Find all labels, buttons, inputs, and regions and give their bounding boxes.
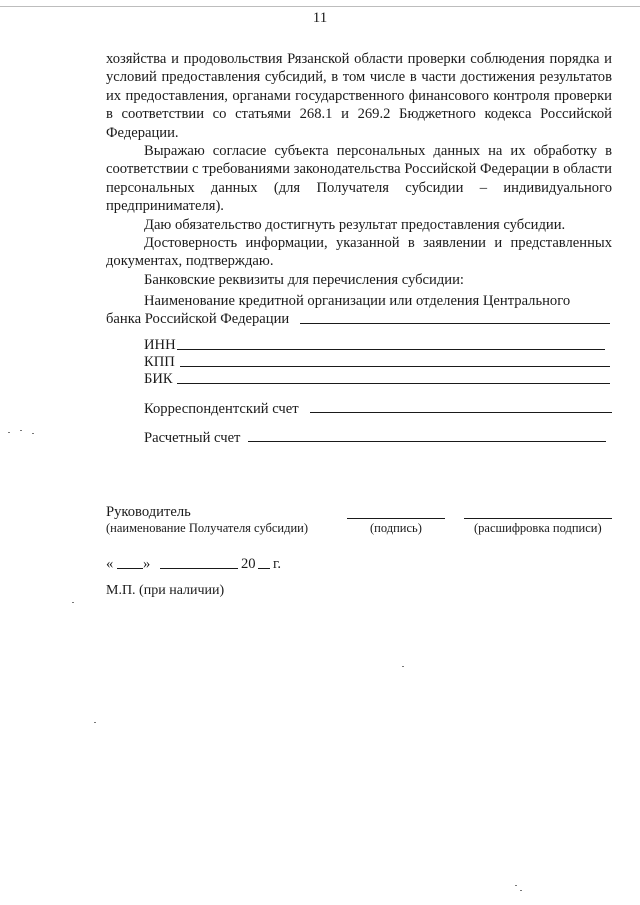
scan-speck	[8, 432, 10, 433]
top-border	[0, 6, 640, 7]
bik-label: БИК	[144, 371, 173, 387]
paragraph-bank-details: Банковские реквизиты для перечисления субсидии:	[144, 271, 464, 288]
date-year-suffix: г.	[273, 556, 281, 572]
inn-field	[177, 349, 605, 350]
inn-label: ИНН	[144, 337, 176, 353]
date-year-field	[258, 568, 270, 569]
sign-caption: (подпись)	[370, 521, 422, 535]
signature-field	[347, 518, 445, 519]
recipient-caption: (наименование Получателя субсидии)	[106, 521, 309, 535]
decode-caption: (расшифровка подписи)	[474, 521, 602, 535]
date-close-quote: »	[143, 556, 151, 572]
bik-field	[177, 383, 610, 384]
settlement-account-label: Расчетный счет	[144, 430, 241, 446]
paragraph-accuracy: Достоверность информации, указанной в заявлении и представленных документах, подтверждаю.	[106, 235, 612, 270]
bank-name-field	[300, 323, 610, 324]
date-month-field	[160, 568, 238, 569]
bank-name-label: Наименование кредитной организации или отделения Центрального	[144, 293, 571, 309]
date-day-field	[117, 568, 143, 569]
corr-account-field	[310, 412, 612, 413]
scan-speck	[515, 885, 517, 886]
date-year-prefix: 20	[241, 556, 256, 572]
date-open-quote: «	[106, 556, 114, 572]
paragraph-consent: Выражаю согласие субъекта персональных данных на их обработку в соответствии с требованиями законодательства Российской Федерации в области персональных данных (для Получателя субсидии – индивидуального предпринимателя).	[106, 143, 612, 215]
settlement-account-field	[248, 441, 606, 442]
page-number: 11	[312, 10, 328, 26]
scan-speck	[32, 433, 34, 434]
kpp-label: КПП	[144, 354, 175, 370]
body-text	[106, 50, 612, 289]
paragraph-continuation: хозяйства и продовольствия Рязанской области проверки соблюдения порядка и условий предоставления субсидий, в том числе в части достижения результатов их предоставления, органами государственного финансового контроля проверки в соответствии со статьями 268.1 и 269.2 Бюджетного кодекса Российской Федерации.	[106, 51, 612, 141]
kpp-field	[180, 366, 610, 367]
scan-speck	[520, 890, 522, 891]
corr-account-label: Корреспондентский счет	[144, 401, 299, 417]
scan-speck	[402, 666, 404, 667]
scan-speck	[94, 722, 96, 723]
scan-speck	[72, 602, 74, 603]
scan-speck	[20, 430, 22, 431]
bank-name-label-cont: банка Российской Федерации	[106, 311, 290, 327]
paragraph-obligation: Даю обязательство достигнуть результат предоставления субсидии.	[144, 216, 566, 233]
head-label: Руководитель	[106, 504, 191, 520]
signature-decode-field	[464, 518, 612, 519]
seal-note: М.П. (при наличии)	[106, 583, 225, 598]
